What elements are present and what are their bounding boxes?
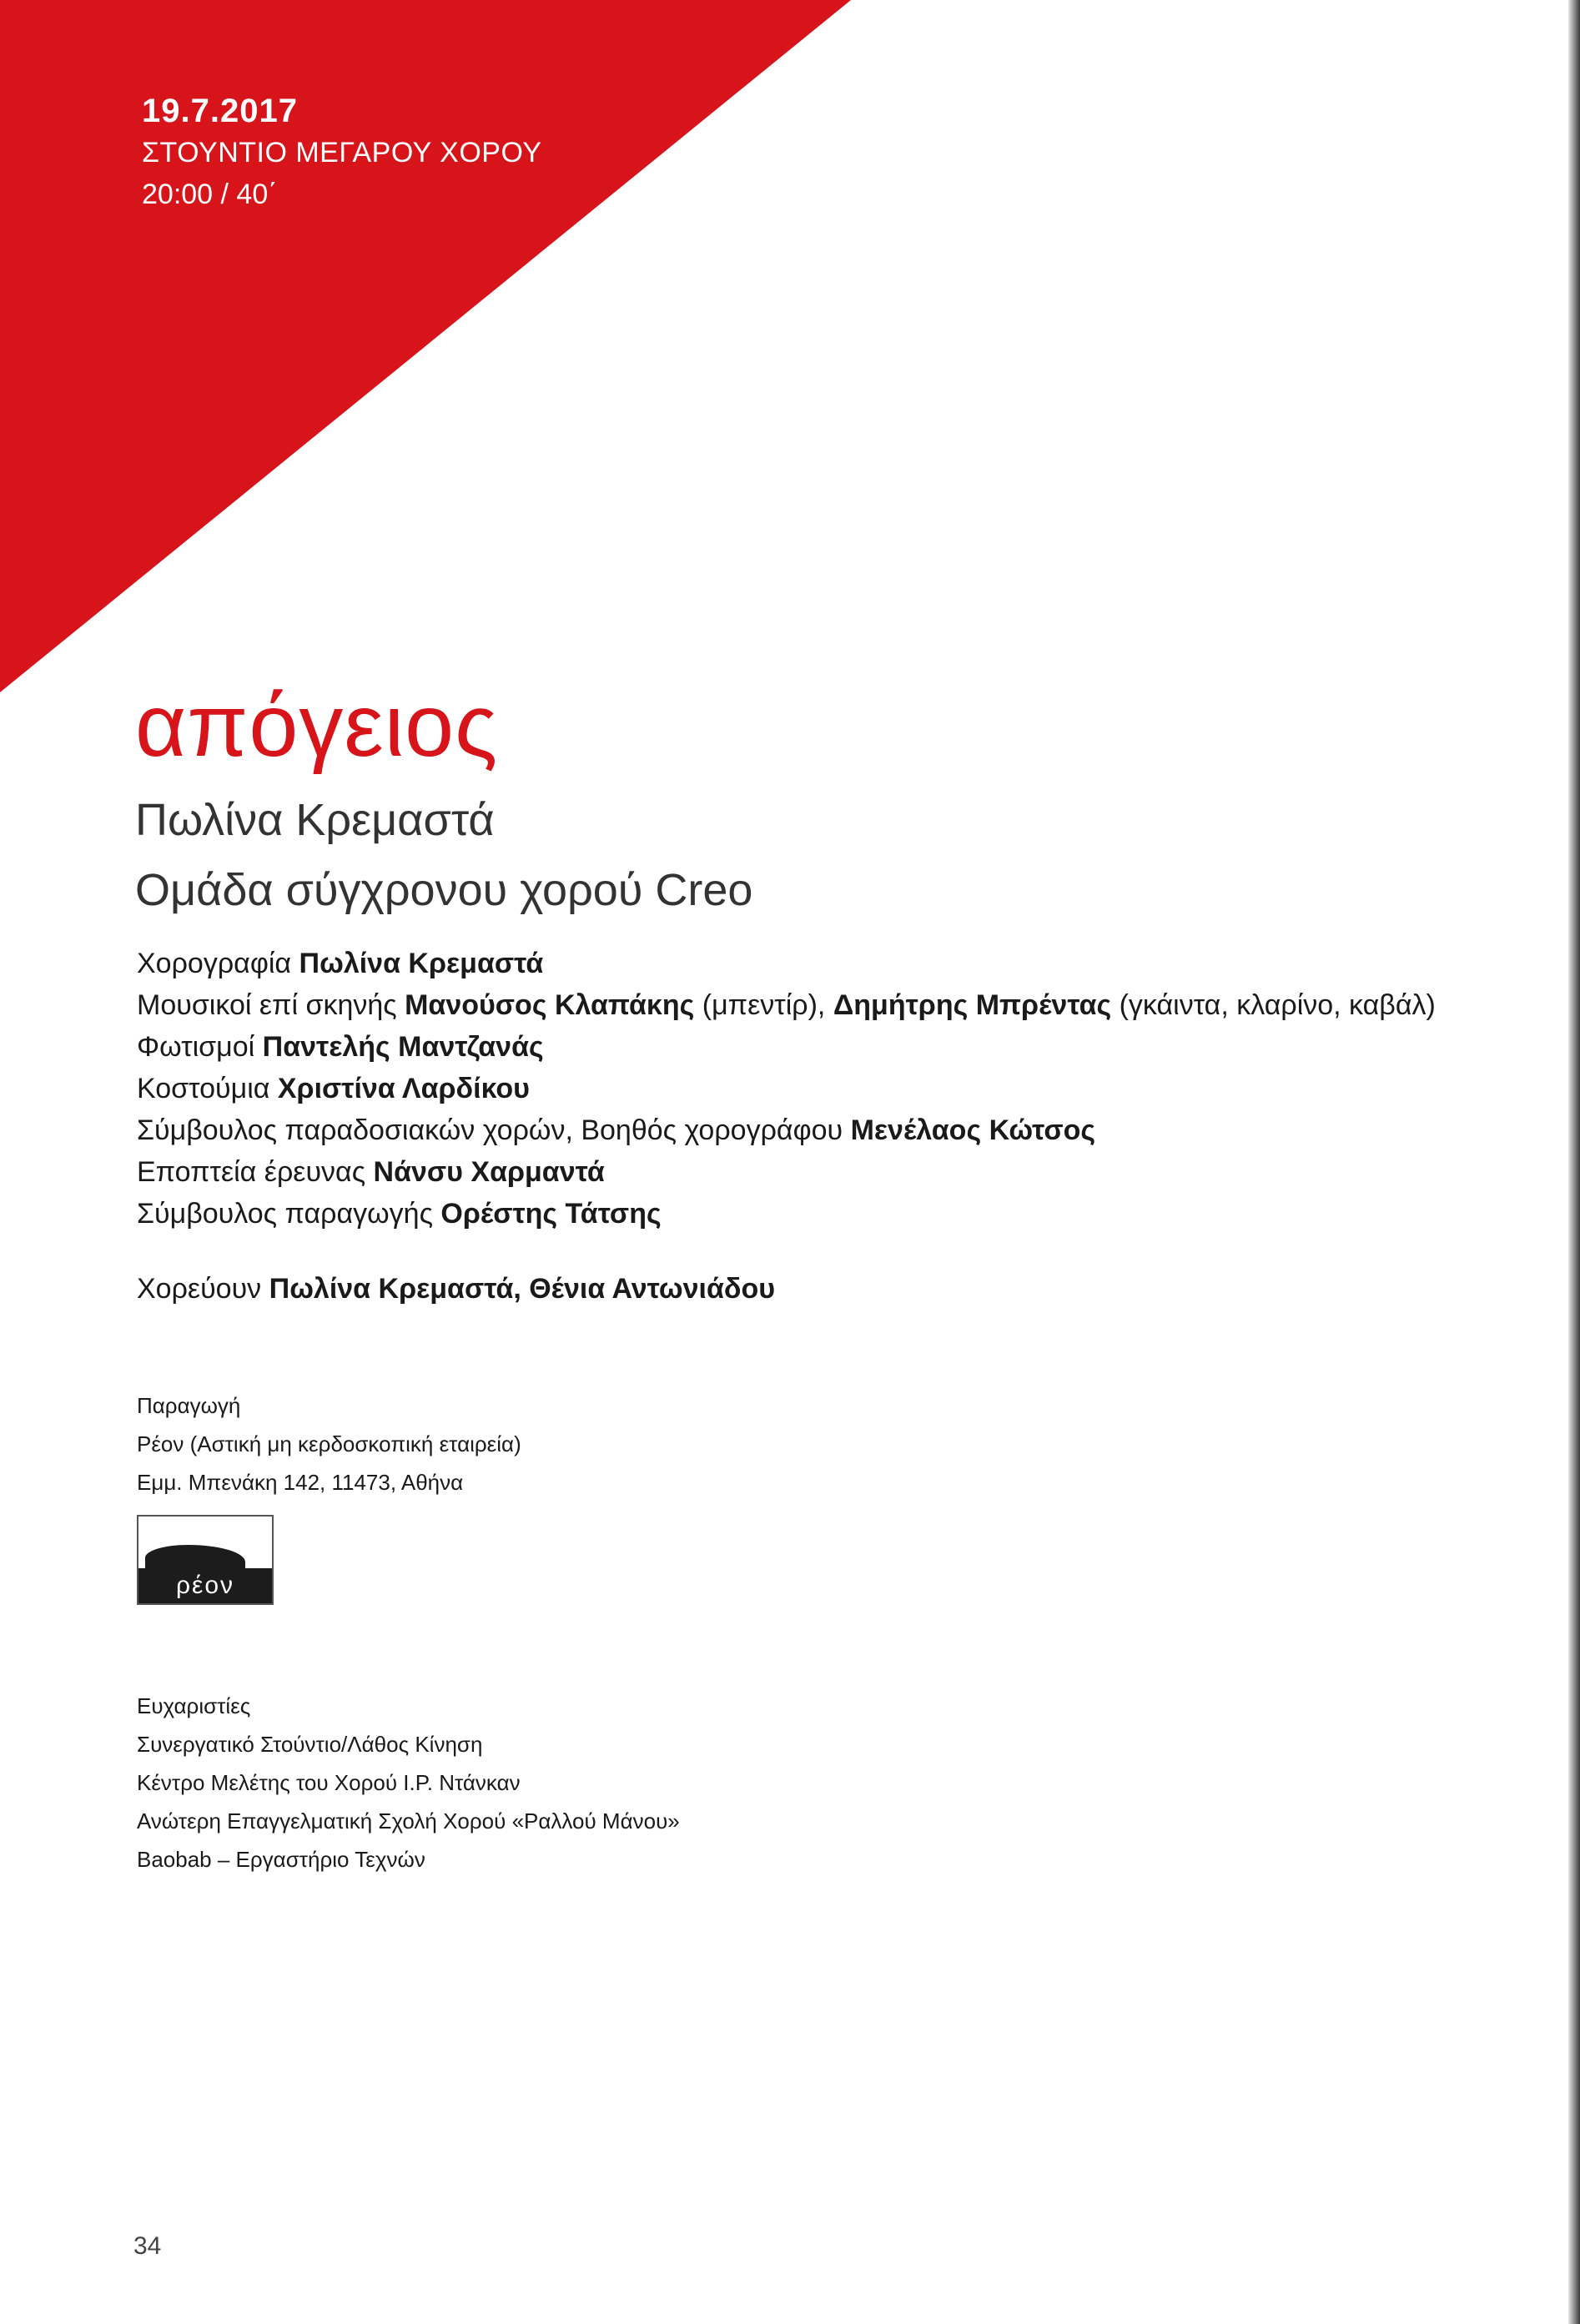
acknowledgement-item: Κέντρο Μελέτης του Χορού Ι.Ρ. Ντάνκαν	[137, 1770, 521, 1795]
reon-logo	[137, 1515, 274, 1605]
credit-role: Κοστούμια	[137, 1073, 278, 1104]
credit-role: Σύμβουλος παραγωγής	[137, 1198, 441, 1230]
credit-role: Μουσικοί επί σκηνής	[137, 989, 405, 1021]
event-date: 19.7.2017	[142, 93, 298, 129]
credit-line	[137, 1026, 1436, 1068]
credit-role: Χορογραφία	[137, 948, 299, 979]
credit-name: Μανούσος Κλαπάκης	[405, 989, 695, 1021]
credit-line	[137, 1151, 1436, 1193]
acknowledgements-block	[137, 1687, 680, 1879]
page-edge-shadow	[1568, 0, 1580, 2324]
acknowledgement-item: Ανώτερη Επαγγελματική Σχολή Χορού «Ραλλού Μάνου»	[137, 1808, 680, 1834]
event-time: 20:00 / 40΄	[142, 179, 278, 210]
acknowledgements-label: Ευχαριστίες	[137, 1693, 251, 1718]
dancers-role: Χορεύουν	[137, 1273, 269, 1305]
credit-name: Πωλίνα Κρεμαστά	[299, 948, 544, 979]
event-venue: ΣΤΟΥΝΤΙΟ ΜΕΓΑΡΟΥ ΧΟΡΟΥ	[142, 137, 542, 169]
credit-role: Εποπτεία έρευνας	[137, 1156, 374, 1188]
credit-name: Ορέστης Τάτσης	[440, 1198, 662, 1230]
event-info	[142, 90, 542, 215]
credit-instrument: (γκάιντα, κλαρίνο, καβάλ)	[1111, 989, 1436, 1021]
credit-name: Μενέλαος Κώτσος	[850, 1114, 1096, 1146]
production-block	[137, 1386, 521, 1502]
production-company: Ρέον (Αστική μη κερδοσκοπική εταιρεία)	[137, 1431, 521, 1456]
credit-name: Νάνσυ Χαρμαντά	[373, 1156, 605, 1188]
dancers-names: Πωλίνα Κρεμαστά, Θένια Αντωνιάδου	[269, 1273, 776, 1305]
credit-role: Σύμβουλος παραδοσιακών χορών, Βοηθός χορογράφου	[137, 1114, 851, 1146]
credit-name: Παντελής Μαντζανάς	[262, 1031, 544, 1063]
credit-instrument: (μπεντίρ),	[694, 989, 833, 1021]
page-number: 34	[133, 2232, 162, 2260]
credit-line	[137, 984, 1436, 1026]
credit-line	[137, 1193, 1436, 1235]
credit-line	[137, 1068, 1436, 1109]
performance-title: απόγειος	[135, 677, 499, 775]
credit-role: Φωτισμοί	[137, 1031, 263, 1063]
credit-line	[137, 943, 1436, 984]
acknowledgement-item: Συνεργατικό Στούντιο/Λάθος Κίνηση	[137, 1732, 483, 1757]
credits-list	[137, 943, 1436, 1235]
production-label: Παραγωγή	[137, 1393, 241, 1418]
dancers-line	[137, 1268, 775, 1310]
company-subtitle: Ομάδα σύγχρονου χορού Creo	[135, 865, 753, 915]
credit-name: Χριστίνα Λαρδίκου	[277, 1073, 530, 1104]
logo-wordmark: ρέον	[175, 1572, 235, 1599]
credit-name: Δημήτρης Μπρέντας	[833, 989, 1112, 1021]
choreographer-subtitle: Πωλίνα Κρεμαστά	[135, 795, 495, 845]
credit-line	[137, 1109, 1436, 1151]
acknowledgement-item: Baobab – Εργαστήριο Τεχνών	[137, 1847, 425, 1872]
production-address: Εμμ. Μπενάκη 142, 11473, Αθήνα	[137, 1470, 464, 1495]
